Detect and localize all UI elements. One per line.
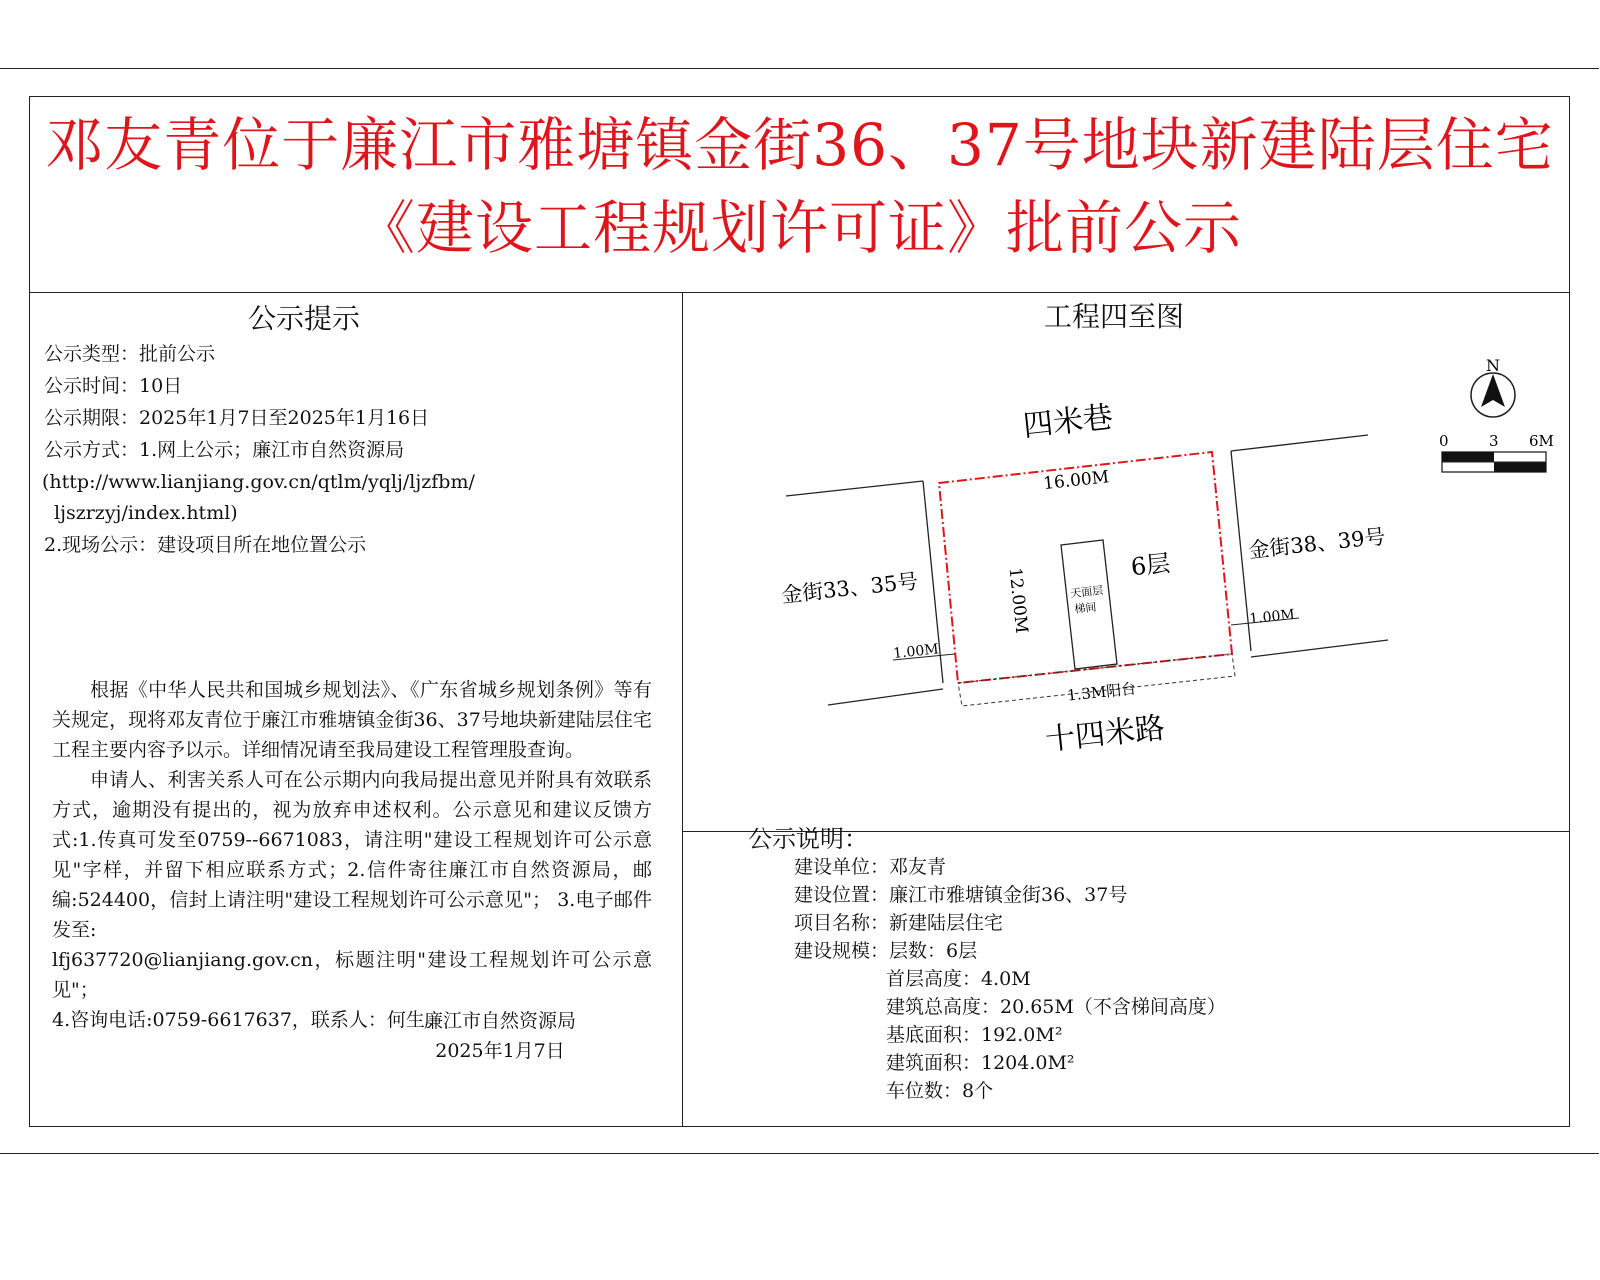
scale-label-0: 0: [1439, 432, 1449, 450]
map-heading: 工程四至图: [1044, 300, 1185, 333]
site-map: [683, 294, 1569, 831]
compass-n: N: [1486, 356, 1500, 375]
stair-label-1: 天面层: [1069, 583, 1104, 601]
issuer-name: 廉江市自然资源局: [423, 1010, 576, 1032]
title-line-1: 邓友青位于廉江市雅塘镇金街36、37号地块新建陆层住宅: [45, 111, 1554, 179]
west-neighbor-label: 金街33、35号: [780, 569, 920, 608]
explain-parking: 车位数：8个: [886, 1080, 994, 1102]
explain-floor-area: 建筑面积：1204.0M²: [886, 1052, 1075, 1074]
north-compass-icon: [1471, 356, 1515, 417]
notice-onsite: 2.现场公示：建设项目所在地位置公示: [44, 534, 367, 556]
west-upper-line: [786, 481, 923, 496]
notice-board: [29, 96, 1570, 1127]
explain-base-area: 基底面积：192.0M²: [886, 1024, 1063, 1046]
notice-body: [52, 675, 652, 1035]
notice-duration: 公示时间：10日: [44, 375, 183, 397]
east-neighbor-label: 金街38、39号: [1247, 524, 1387, 563]
explain-location: 建设位置：廉江市雅塘镇金街36、37号: [794, 884, 1128, 906]
notice-heading: 公示提示: [248, 302, 361, 335]
stair-label-2: 梯间: [1073, 600, 1098, 616]
title-area: [30, 97, 1569, 293]
notice-url-line-1: (http://www.lianjiang.gov.cn/qtlm/yqlj/ljzfbm/: [42, 471, 475, 493]
east-lower-line: [1251, 640, 1388, 657]
setback-right: 1.00M: [1248, 606, 1296, 628]
depth-dimension: 12.00M: [1004, 566, 1032, 635]
explain-project: 项目名称：新建陆层住宅: [794, 912, 1004, 934]
notice-email: lfj637720@lianjiang.gov.cn，标题注明"建设工程规划许可公示意见"；: [52, 949, 652, 1001]
scale-label-3: 3: [1489, 432, 1499, 450]
title-line-2: 《建设工程规划许可证》批前公示: [356, 194, 1242, 262]
setback-left: 1.00M: [892, 641, 940, 663]
explain-heading: 公示说明：: [748, 825, 868, 853]
notice-type: 公示类型：批前公示: [44, 343, 216, 365]
explain-scale: 建设规模：层数：6层: [794, 940, 978, 962]
south-road-label: 十四米路: [1043, 710, 1167, 758]
scale-bar-icon: [1442, 452, 1546, 472]
explain-unit: 建设单位：邓友青: [794, 856, 947, 878]
scale-label-6m: 6M: [1529, 432, 1554, 450]
balcony-label: 1.3M阳台: [1066, 679, 1138, 705]
north-road-label: 四米巷: [1021, 399, 1115, 445]
west-lower-line: [828, 689, 943, 705]
notice-method: 公示方式：1.网上公示；廉江市自然资源局: [44, 439, 405, 461]
notice-phone: 4.咨询电话:0759-6617637，联系人：何生。: [52, 1009, 444, 1031]
notice-paragraph-1: 根据《中华人民共和国城乡规划法》、《广东省城乡规划条例》等有关规定，现将邓友青位于廉江市雅塘镇金街36、37号地块新建陆层住宅工程主要内容予以示。详细情况请至我局建设工程管理股查询。: [52, 679, 652, 761]
explain-total-height: 建筑总高度：20.65M（不含梯间高度）: [886, 996, 1226, 1018]
notice-paragraph-2: 申请人、利害关系人可在公示期内向我局提出意见并附具有效联系方式，逾期没有提出的，视为放弃申述权利。公示意见和建议反馈方式:1.传真可发至0759--6671083，请注明"建设工程规划许可公示意见"字样，并留下相应联系方式；2.信件寄往廉江市自然资源局，邮编:524400，信封上请注明"建设工程规划许可公示意见"； 3.电子邮件发至:: [52, 769, 652, 941]
notice-url-line-2: ljszrzyj/index.html): [54, 502, 238, 524]
explain-first-floor: 首层高度：4.0M: [886, 968, 1031, 990]
width-dimension: 16.00M: [1042, 467, 1111, 495]
floors-label: 6层: [1129, 549, 1172, 582]
issue-date: 2025年1月7日: [435, 1040, 565, 1062]
east-upper-line: [1231, 435, 1368, 451]
notice-period: 公示期限：2025年1月7日至2025年1月16日: [44, 407, 430, 429]
